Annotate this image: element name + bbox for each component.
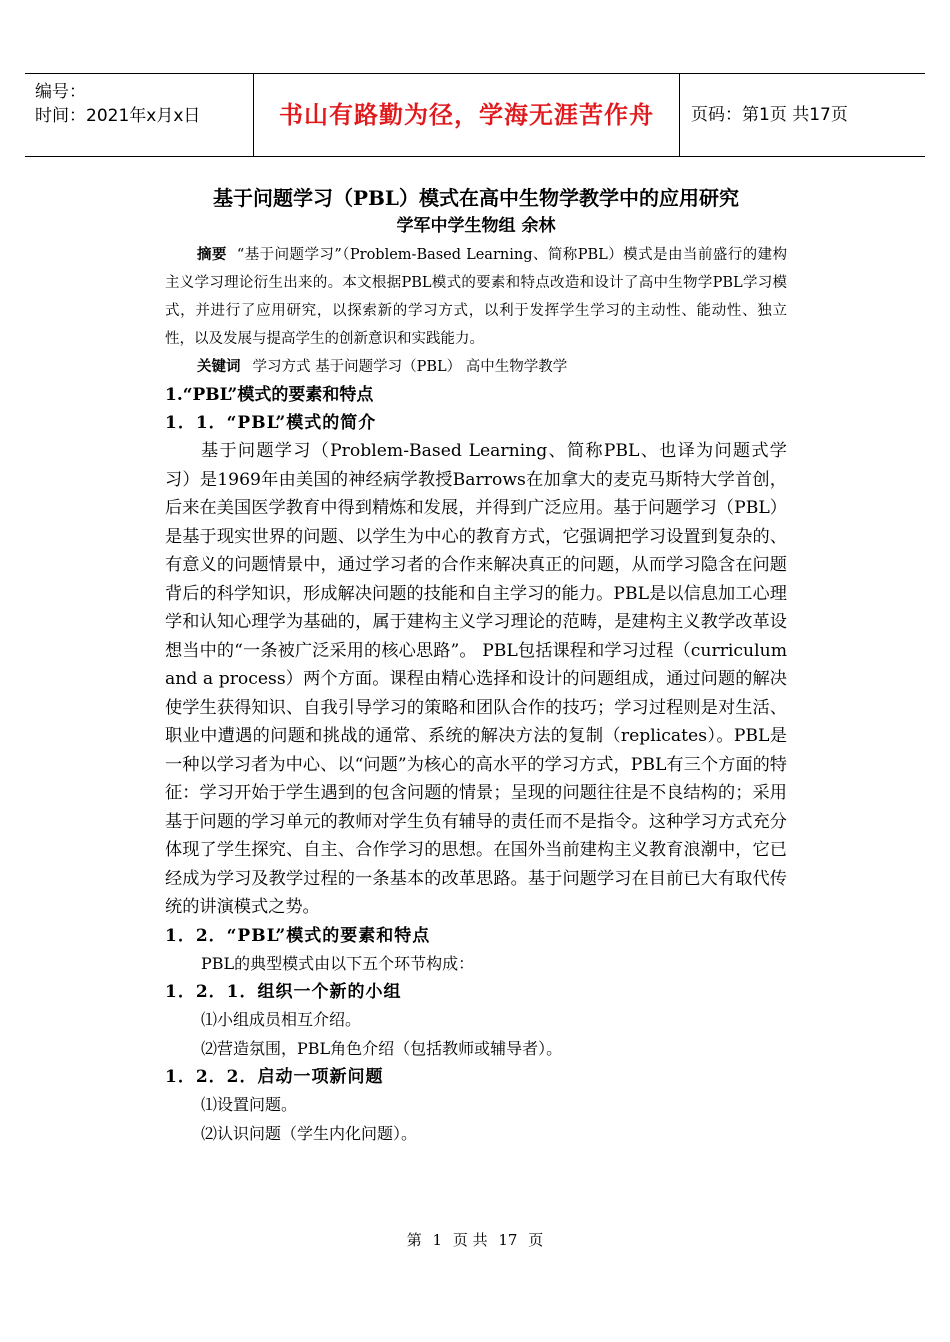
time-label: 时间：2021年x月x日	[35, 106, 201, 126]
subsection-heading: 1．2．“PBL”模式的要素和特点	[165, 925, 431, 946]
header-divider	[679, 74, 680, 156]
article-title: 基于问题学习（PBL）模式在高中生物学教学中的应用研究	[212, 186, 739, 210]
abstract	[165, 241, 787, 353]
subsection-heading: 1．2．1．组织一个新的小组	[165, 982, 402, 1002]
number-label: 编号：	[35, 82, 86, 102]
footer-page-total: 17	[498, 1231, 518, 1249]
header-page-info: 页码：第1页 共17页	[691, 105, 848, 125]
article-author: 学军中学生物组 余林	[396, 216, 556, 236]
footer-prefix: 第	[406, 1231, 422, 1249]
footer-suffix: 页	[528, 1231, 544, 1249]
list-item: ⑵营造氛围，PBL角色介绍（包括教师或辅导者）。	[201, 1038, 563, 1058]
list-item: ⑵认识问题（学生内化问题）。	[201, 1123, 418, 1143]
abstract-label: 摘要	[197, 246, 227, 263]
list-item: ⑴设置问题。	[201, 1095, 298, 1114]
keywords	[165, 353, 787, 381]
subsection-heading: 1．2．2．启动一项新问题	[165, 1067, 384, 1087]
abstract-text: “基于问题学习”（Problem-Based Learning、简称PBL）模式是由当前盛行的建构主义学习理论衍生出来的。本文根据PBL模式的要素和特点改造和设计了高中生物学PBL学习模式，并进行了应用研究，以探索新的学习方式，以利于发挥学生学习的主动性、能动性、独立性，以及发展与提高学生的创新意识和实践能力。	[165, 247, 787, 347]
footer-mid: 页 共	[452, 1231, 488, 1249]
keywords-label: 关键词	[197, 358, 241, 375]
article-body	[165, 183, 787, 1148]
keywords-text: 学习方式 基于问题学习（PBL） 高中生物学教学	[252, 359, 568, 375]
page-header	[25, 73, 925, 157]
list-item: ⑴小组成员相互介绍。	[201, 1010, 362, 1029]
subsection-heading: 1．1．“PBL”模式的简介	[165, 413, 377, 433]
footer-page-number: 1	[432, 1231, 443, 1249]
header-meta	[35, 80, 200, 128]
page-footer	[0, 1229, 950, 1250]
section-heading: 1.“PBL”模式的要素和特点	[165, 385, 374, 405]
paragraph: 基于问题学习（Problem-Based Learning、简称PBL、也译为问题式学习）是1969年由美国的神经病学教授Barrows在加拿大的麦克马斯特大学首创，后来在美国医学教育中得到精炼和发展，并得到广泛应用。基于问题学习（PBL）是基于现实世界的问题、以学生为中心的教育方式，它强调把学习设置到复杂的、有意义的问题情景中，通过学习者的合作来解决真正的问题，从而学习隐含在问题背后的科学知识，形成解决问题的技能和自主学习的能力。PBL是以信息加工心理学和认知心理学为基础的，属于建构主义学习理论的范畴，是建构主义教学改革设想当中的“一条被广泛采用的核心思路”。 PBL包括课程和学习过程（curriculum and a process）两个方面。课程由精心选择和设计的问题组成，通过问题的解决使学生获得知识、自我引导学习的策略和团队合作的技巧；学习过程则是对生活、职业中遭遇的问题和挑战的通常、系统的解决方法的复制（replicates）。PBL是一种以学习者为中心、以“问题”为核心的高水平的学习方式，PBL有三个方面的特征：学习开始于学生遇到的包含问题的情景；呈现的问题往往是不良结构的；采用基于问题的学习单元的教师对学生负有辅导的责任而不是指令。这种学习方式充分体现了学生探究、自主、合作学习的思想。在国外当前建构主义教育浪潮中，它已经成为学习及教学过程的一条基本的改革思路。基于问题学习在目前已大有取代传统的讲演模式之势。	[165, 441, 787, 917]
header-motto: 书山有路勤为径，学海无涯苦作舟	[279, 101, 654, 129]
paragraph: PBL的典型模式由以下五个环节构成：	[201, 953, 475, 973]
